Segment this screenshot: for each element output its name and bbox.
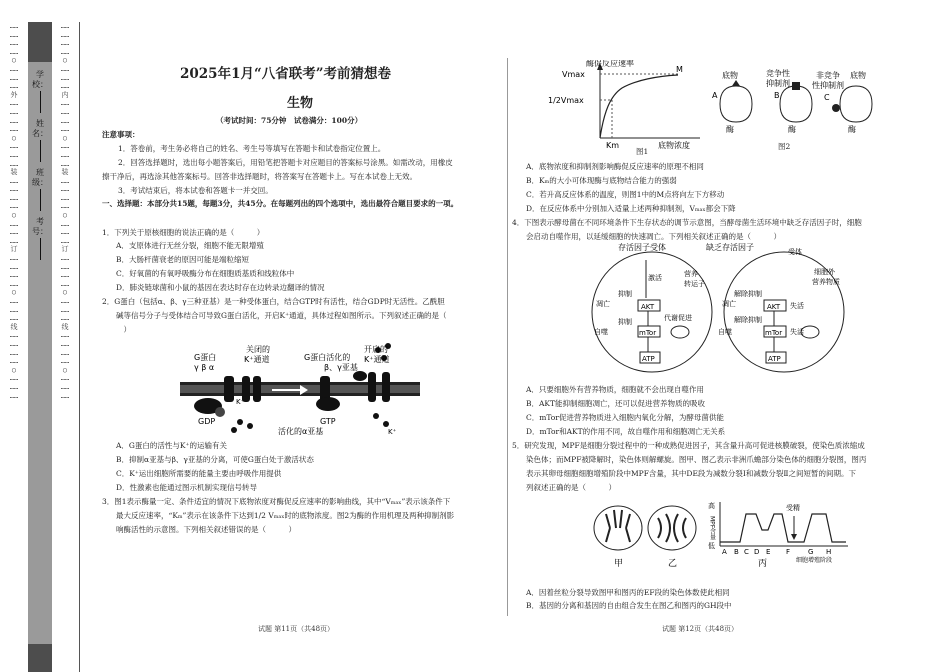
noncompetitive-label: 非竞争 xyxy=(816,71,840,80)
atp-label: ATP xyxy=(768,355,781,363)
q4-option-a: A．只要细胞外有营养物质，细胞就不会出现自噬作用 xyxy=(526,385,704,394)
subunits-label: β、γ亚基 xyxy=(324,363,358,372)
k-channel-label: K⁺通道 xyxy=(244,355,270,364)
point-a: A xyxy=(722,548,727,556)
enzyme-c xyxy=(840,86,872,122)
mtor-label: mTor xyxy=(639,329,657,337)
channel-right-a xyxy=(368,372,376,402)
student-info xyxy=(30,64,50,261)
enzyme-a xyxy=(720,86,752,122)
q1-option-a: A．支原体进行无丝分裂，细胞不能无限增殖 xyxy=(116,241,264,250)
activate-label: 激活 xyxy=(648,274,662,282)
q3-option-a: A．底物浓度和抑制剂影响酶促反应速率的原理不相同 xyxy=(526,162,704,171)
noncompetitive2-label: 性抑制剂 xyxy=(812,81,844,90)
akt-label: AKT xyxy=(767,303,781,311)
q3-option-d: D．在反应体系中分别加入适量上述两种抑制剂，Vₘₐₓ都会下降 xyxy=(526,204,736,213)
mpf-ylabel: MPF含量 xyxy=(708,516,716,541)
release-inhibit-label: 解除抑制 xyxy=(734,316,762,324)
jia-label: 甲 xyxy=(614,559,624,569)
enzyme-label: 酶 xyxy=(726,125,734,134)
inhibitor-label: 抑制剂 xyxy=(766,79,790,88)
class-label: 班级： xyxy=(32,168,48,187)
nutrients-label: 营养 xyxy=(684,270,698,278)
outer-dotted-line: …… …… …… …… ○ …… …… …… 外 …… …… …… …… ○ …… …… …… 装 …… …… …… …… ○ …… …… …… 订 …… …… …… …… ○ …… …… …… 线 …… …… …… …… ○ …… …… …… xyxy=(9,22,19,400)
transporter-label: 转运子 xyxy=(684,280,705,288)
site-b-label: B xyxy=(774,91,780,100)
cell-jia xyxy=(594,506,642,550)
q4-stem-line: 会启动自噬作用，以延缓细胞的快速凋亡。下列相关叙述正确的是（ ） xyxy=(526,232,781,241)
fig1-caption: 图1 xyxy=(636,147,649,156)
site-a-label: A xyxy=(712,91,718,100)
point-e: E xyxy=(766,548,771,556)
inhibitor-mechanism-figure xyxy=(712,66,892,136)
receptor-left xyxy=(224,376,234,402)
exam-title: 2025年1月“八省联考”考前猜想卷 xyxy=(180,66,391,82)
inner-dotted-line: …… …… …… …… ○ …… …… …… 内 …… …… …… …… ○ …… …… …… 装 …… …… …… …… ○ …… …… …… 订 …… …… …… …… ○ …… …… …… 线 …… …… …… …… ○ …… …… …… xyxy=(60,22,70,400)
q2-option-b: B．抑制α亚基与β、γ亚基的分离，可使G蛋白处于激活状态 xyxy=(116,455,314,464)
margin-rule xyxy=(79,22,80,672)
school-label: 学校： xyxy=(32,70,48,89)
apoptosis-label: 凋亡 xyxy=(722,300,736,308)
q1-option-b: B．大肠杆菌衰老的原因可能是端粒缩短 xyxy=(116,255,250,264)
q1-stem: 1．下列关于原核细胞的说法正确的是（ ） xyxy=(102,228,265,237)
competitive-label: 竞争性 xyxy=(766,69,790,78)
footer-right: 试题 第12页（共48页） xyxy=(662,625,739,633)
section-heading: 一、选择题：本部分共15题，每题3分，共45分。在每题列出的四个选项中，选出最符合题目要求的一项。 xyxy=(102,199,459,208)
q2-option-d: D．性激素也能通过图示机制实现信号转导 xyxy=(116,483,258,492)
q2-option-a: A．G蛋白的活性与K⁺的运输有关 xyxy=(116,441,227,450)
number-label: 考号： xyxy=(32,217,48,236)
vmax-label: Vmax xyxy=(562,70,585,79)
q1-option-c: C．好氧菌的有氧呼吸酶分布在细胞质基质和线粒体中 xyxy=(116,269,295,278)
q2-stem-line: 碱等信号分子与受体结合可导致G蛋白活化，开启K⁺通道，具体过程如图所示。下列叙述正确的是（ xyxy=(116,311,447,320)
q5-stem-line: 5．研究发现，MPF是细胞分裂过程中的一种成熟促进因子，其含量升高可促进核膜破裂，使染色质浓缩成 xyxy=(512,441,865,450)
q3-stem-line: 最大反应速率，“Kₘ”表示在该条件下达到1/2 Vₘₐₓ时的底物浓度。图2为酶的作用机理及两种抑制剂影 xyxy=(116,511,455,520)
enzyme-label: 酶 xyxy=(848,125,856,134)
inactive-label: 失活 xyxy=(790,328,804,336)
chromosomes-jia xyxy=(606,510,630,542)
activated-label: G蛋白活化的 xyxy=(304,353,351,362)
column-separator xyxy=(507,58,508,616)
beta-gamma-subunit xyxy=(353,371,367,381)
bing-label: 丙 xyxy=(758,559,768,569)
extracellular-label: 细胞外 xyxy=(814,268,835,276)
q3-option-c: C．若升高反应体系的温度，则图1中的M点将向左下方移动 xyxy=(526,190,725,199)
enzyme-kinetics-graph xyxy=(540,60,710,155)
note-line: 擦干净后，再选涂其他答案标号。回答非选择题时，将答案写在答题卡上。写在本试卷上无效。 xyxy=(102,172,417,181)
fertilize-label: 受精 xyxy=(786,504,800,512)
closed-label: 关闭的 xyxy=(246,345,270,354)
yi-label: 乙 xyxy=(668,559,678,569)
q1-option-d: D．肺炎链球菌和小鼠的基因在表达时存在边转录边翻译的情况 xyxy=(116,283,325,292)
fig2-caption: 图2 xyxy=(778,142,791,151)
autophagy-label: 自噬 xyxy=(594,328,608,336)
point-f: F xyxy=(786,548,791,556)
q4-option-c: C．mTor促进营养物质进入细胞内氧化分解，为酵母菌供能 xyxy=(526,413,724,422)
mpf-curve xyxy=(720,514,846,542)
greek-label: γ β α xyxy=(194,363,215,372)
q3-option-b: B．Kₘ的大小可体现酶与底物结合能力的强弱 xyxy=(526,176,677,185)
point-c: C xyxy=(744,548,749,556)
g-protein-label: G蛋白 xyxy=(194,353,217,362)
note-line: 2．回答选择题时，选出每小题答案后，用铅笔把答题卡对应题目的答案标号涂黑。如需改动，用橡皮 xyxy=(118,158,453,167)
substrate-label: 底物 xyxy=(722,71,738,80)
cell-yi xyxy=(648,506,696,550)
mpf-xlabel: 细胞增殖阶段 xyxy=(796,557,833,564)
mtor-label: mTor xyxy=(765,329,783,337)
apoptosis-label: 凋亡 xyxy=(596,300,610,308)
nutrient-matter-label: 营养物质 xyxy=(812,278,840,286)
q5-option-b: B．基因的分离和基因的自由组合发生在图乙和图丙的GH段中 xyxy=(526,601,732,610)
subject-title: 生物 xyxy=(287,96,314,111)
point-g: G xyxy=(808,548,814,556)
yeast-regulation-figure xyxy=(588,240,850,376)
q5-stem-line: 染色体；而MPF被降解时，染色体则解螺旋。图甲、图乙表示非洲爪蟾部分染色体的细胞分裂图，图丙 xyxy=(526,455,867,464)
notes-heading: 注意事项： xyxy=(102,130,140,139)
akt-label: AKT xyxy=(641,303,655,311)
name-label: 姓名： xyxy=(32,119,48,138)
k-ion-label: K⁺ xyxy=(388,428,397,435)
note-line: 3．考试结束后，将本试卷和答题卡一并交回。 xyxy=(118,186,273,195)
fig1-xlabel: 底物浓度 xyxy=(658,141,690,150)
channel-left-b xyxy=(253,376,261,402)
high-label: 高 xyxy=(708,502,715,510)
open-label: 开启的 xyxy=(364,345,388,354)
q3-stem-line: 3．图1表示酶量一定、条件适宜的情况下底物浓度对酶促反应速率的影响曲线，其中“Vₘₐₓ”表示该条件下 xyxy=(102,497,451,506)
k-ion-label: K⁺ xyxy=(236,398,245,406)
mitochondrion-left xyxy=(671,326,689,338)
active-alpha-subunit xyxy=(316,397,340,411)
gtp-label: GTP xyxy=(320,417,336,426)
enzyme-label: 酶 xyxy=(788,125,796,134)
inhibit-label: 抑制 xyxy=(618,318,632,326)
site-c-label: C xyxy=(824,93,830,102)
receptor-label: 受体 xyxy=(788,248,802,256)
mpf-figure xyxy=(590,496,850,574)
point-d: D xyxy=(754,548,760,556)
enzyme-b xyxy=(780,86,812,122)
q4-option-b: B．AKT能抑制细胞凋亡，还可以促进营养物质的吸收 xyxy=(526,399,706,408)
left-title: 存活因子受体 xyxy=(618,243,666,252)
q2-option-c: C．K⁺运出细胞所需要的能量主要由呼吸作用提供 xyxy=(116,469,282,478)
q4-option-d: D．mTor和AKT的作用不同，故自噬作用和细胞凋亡无关系 xyxy=(526,427,726,436)
right-title: 缺乏存活因子 xyxy=(706,243,754,252)
q2-stem-line: ） xyxy=(116,325,131,334)
note-line: 1．答卷前，考生务必将自己的姓名、考生号等填写在答题卡和试卷指定位置上。 xyxy=(118,144,386,153)
q4-stem-line: 4．下图表示酵母菌在不同环境条件下生存状态的调节示意图，当酵母菌生活环境中缺乏存活因子时，细胞 xyxy=(512,218,862,227)
point-b: B xyxy=(734,548,739,556)
q5-stem-line: 列叙述正确的是（ ） xyxy=(526,483,616,492)
q3-stem-line: 响酶活性的示意图。下列相关叙述错误的是（ ） xyxy=(116,525,296,534)
inhibit-label: 抑制 xyxy=(618,290,632,298)
alpha-active-label: 活化的α亚基 xyxy=(278,427,324,435)
fig1-ylabel: 酶促反应速率 xyxy=(586,60,634,68)
exam-meta: （考试时间：75分钟 试卷满分：100分） xyxy=(216,116,363,125)
q5-stem-line: 表示其卵母细胞细胞增殖阶段中MPF含量，其中DE段为减数分裂Ⅰ和减数分裂Ⅱ之间短暂的间期。下 xyxy=(526,469,856,478)
inactive-label: 失活 xyxy=(790,302,804,310)
gdp-label: GDP xyxy=(198,417,216,426)
footer-left: 试题 第11页（共48页） xyxy=(258,625,335,633)
low-label: 低 xyxy=(708,542,715,550)
point-h: H xyxy=(826,548,832,556)
chromosomes-yi xyxy=(658,514,686,542)
q2-stem-line: 2．G蛋白（包括α、β、γ三种亚基）是一种受体蛋白，结合GTP时有活性，结合GDP时无活性。乙酰胆 xyxy=(102,297,445,306)
k-channel-label: K⁺通道 xyxy=(364,355,390,364)
release-inhibit-label: 解除抑制 xyxy=(734,290,762,298)
atp-label: ATP xyxy=(642,355,655,363)
substrate-label: 底物 xyxy=(850,71,866,80)
channel-right-b xyxy=(382,372,390,402)
autophagy-label: 自噬 xyxy=(718,328,732,336)
m-point-label: M xyxy=(676,65,683,74)
g-protein-figure xyxy=(180,340,420,435)
km-label: Km xyxy=(606,141,620,150)
metabolism-label: 代谢促进 xyxy=(664,314,692,322)
q5-option-a: A．因着丝粒分裂导致图甲和图丙的EF段的染色体数使此相同 xyxy=(526,588,730,597)
half-vmax-label: 1/2Vmax xyxy=(548,96,584,105)
